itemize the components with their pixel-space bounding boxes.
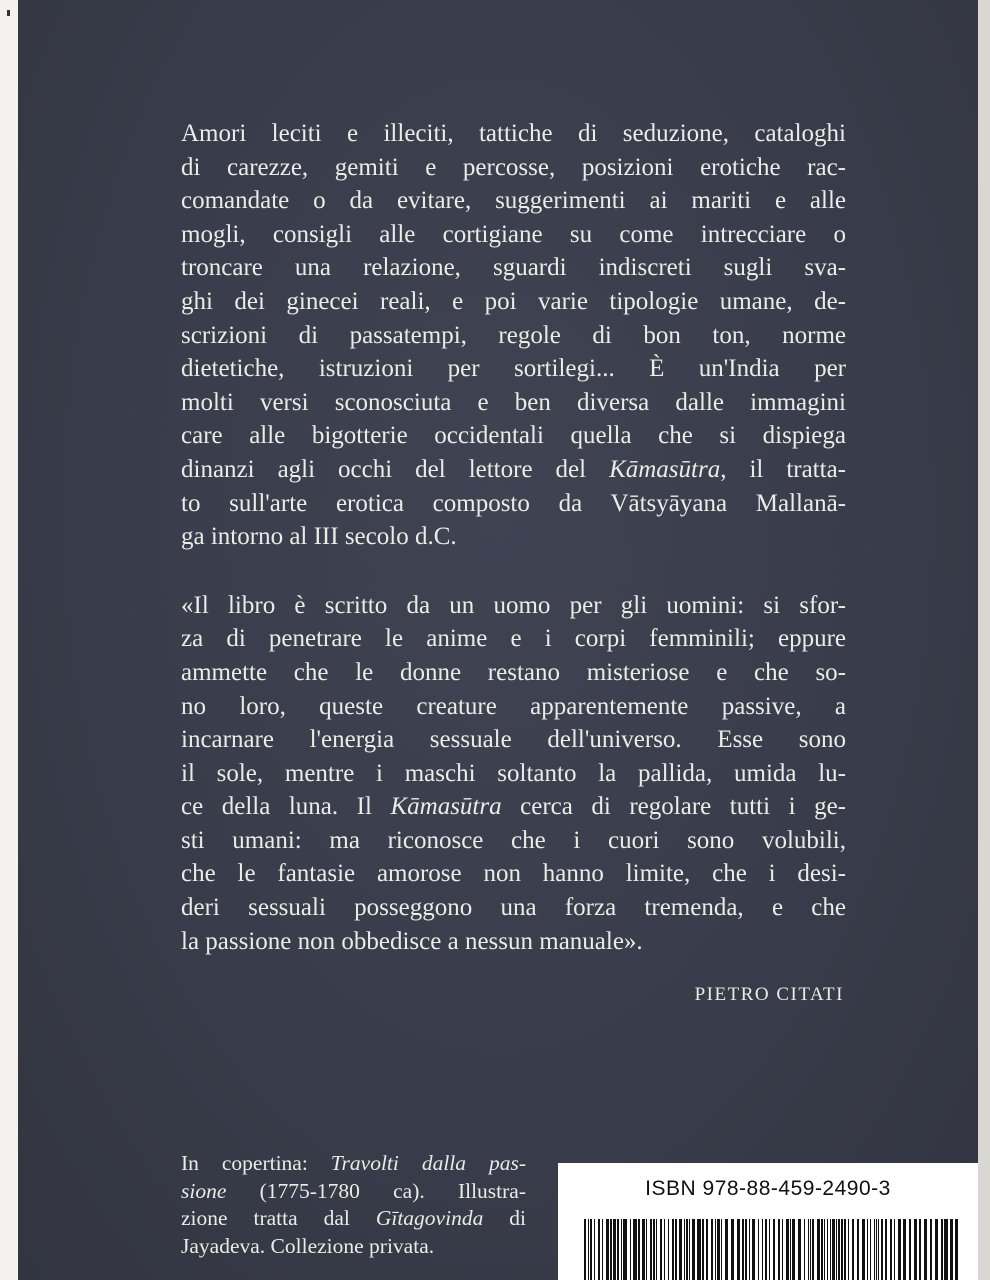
barcode-bar bbox=[621, 1219, 622, 1280]
barcode-bar bbox=[867, 1219, 868, 1280]
barcode-bar bbox=[778, 1219, 780, 1280]
barcode-bar bbox=[686, 1219, 688, 1280]
barcode-bar bbox=[848, 1219, 849, 1280]
quote-author: PIETRO CITATI bbox=[694, 984, 844, 1006]
blurb-line bbox=[181, 453, 846, 487]
barcode-bar bbox=[841, 1219, 843, 1280]
barcode-bar bbox=[653, 1219, 655, 1280]
blurb-line: comandate o da evitare, suggerimenti ai mariti e alle bbox=[181, 187, 846, 215]
barcode-bar bbox=[812, 1219, 814, 1280]
blurb-paragraph-1 bbox=[181, 117, 846, 554]
barcode-bar bbox=[935, 1219, 938, 1280]
barcode-bar bbox=[584, 1219, 586, 1280]
barcode-bar bbox=[717, 1219, 720, 1280]
barcode-bar bbox=[706, 1219, 708, 1280]
caption-line bbox=[181, 1150, 526, 1178]
barcode-bar bbox=[731, 1219, 734, 1280]
barcode-bar bbox=[786, 1219, 789, 1280]
quote-line: il sole, mentre i maschi soltanto la pallida, umida lu- bbox=[181, 759, 846, 787]
barcode-bar bbox=[721, 1219, 722, 1280]
barcode-bar bbox=[610, 1219, 612, 1280]
quote-line bbox=[181, 790, 846, 824]
caption-line bbox=[181, 1205, 526, 1233]
blurb-line: ga intorno al III secolo d.C. bbox=[181, 523, 457, 551]
barcode-bar bbox=[715, 1219, 716, 1280]
barcode-bar bbox=[725, 1219, 728, 1280]
barcode-bar bbox=[944, 1219, 948, 1280]
text-segment: zione tratta dal bbox=[181, 1206, 376, 1230]
barcode-bar bbox=[804, 1219, 805, 1280]
barcode-bar bbox=[874, 1219, 875, 1280]
barcode-bar bbox=[903, 1219, 906, 1280]
barcode-bar bbox=[638, 1219, 640, 1280]
text-segment: In copertina: bbox=[181, 1151, 331, 1175]
blurb-line: care alle bigotterie occidentali quella che si dispiega bbox=[181, 422, 846, 450]
barcode-bar bbox=[758, 1219, 759, 1280]
barcode-bar bbox=[836, 1219, 837, 1280]
barcode-bar bbox=[765, 1219, 767, 1280]
blurb-line: ghi dei ginecei reali, e poi varie tipologie umane, de- bbox=[181, 287, 846, 315]
barcode-bar bbox=[606, 1219, 609, 1280]
blurb-line: Amori leciti e illeciti, tattiche di seduzione, cataloghi bbox=[181, 120, 846, 147]
barcode-bar bbox=[623, 1219, 627, 1280]
text-segment: di bbox=[483, 1206, 526, 1230]
quote-line: incarnare l'energia sessuale dell'universo. Esse sono bbox=[181, 726, 846, 754]
barcode-bar bbox=[830, 1219, 831, 1280]
barcode-bar bbox=[808, 1219, 809, 1280]
barcode-bar bbox=[749, 1219, 750, 1280]
barcode-bar bbox=[924, 1219, 927, 1280]
barcode-bar bbox=[941, 1219, 943, 1280]
barcode-bar bbox=[594, 1219, 595, 1280]
barcode-bar bbox=[737, 1219, 740, 1280]
barcode-bar bbox=[650, 1219, 652, 1280]
barcode bbox=[584, 1219, 959, 1280]
barcode-bar bbox=[876, 1219, 877, 1280]
barcode-bar bbox=[617, 1219, 619, 1280]
isbn-label: ISBN 978-88-459-2490-3 bbox=[645, 1177, 891, 1200]
italic-title: Kāmasūtra bbox=[609, 455, 721, 483]
barcode-bar bbox=[885, 1219, 887, 1280]
barcode-bar bbox=[633, 1219, 637, 1280]
barcode-bar bbox=[646, 1219, 647, 1280]
quote-line: deri sessuali posseggono una forza tremenda, e che bbox=[181, 894, 846, 922]
italic-title: Travolti dalla pas- bbox=[330, 1151, 527, 1175]
barcode-bar bbox=[930, 1219, 932, 1280]
blurb-line: troncare una relazione, sguardi indiscreti sugli sva- bbox=[181, 254, 846, 282]
blurb-line: di carezze, gemiti e percosse, posizioni erotiche rac- bbox=[181, 153, 846, 181]
barcode-bar bbox=[668, 1219, 669, 1280]
barcode-bar bbox=[821, 1219, 823, 1280]
quote-line: ammette che le donne restano misteriose e che so- bbox=[181, 658, 846, 686]
barcode-bar bbox=[588, 1219, 589, 1280]
barcode-bar bbox=[773, 1219, 775, 1280]
italic-title: sione bbox=[181, 1178, 227, 1203]
quote-line: sti umani: ma riconosce che i cuori sono volubili, bbox=[181, 826, 846, 854]
barcode-bar bbox=[656, 1219, 657, 1280]
blurb-line: dietetiche, istruzioni per sortilegi... È un'India per bbox=[181, 355, 846, 383]
barcode-bar bbox=[844, 1219, 846, 1280]
barcode-bar bbox=[697, 1219, 701, 1280]
barcode-bar bbox=[752, 1219, 755, 1280]
back-cover bbox=[18, 0, 978, 1280]
barcode-bar bbox=[692, 1219, 695, 1280]
barcode-bar bbox=[857, 1219, 859, 1280]
barcode-bar bbox=[782, 1219, 783, 1280]
barcode-bar bbox=[817, 1219, 820, 1280]
barcode-bar bbox=[769, 1219, 770, 1280]
text-segment: , il tratta- bbox=[720, 455, 846, 483]
barcode-bar bbox=[675, 1219, 677, 1280]
barcode-bar bbox=[890, 1219, 892, 1280]
barcode-bar bbox=[838, 1219, 840, 1280]
blurb-line: mogli, consigli alle cortigiane su come intrecciare o bbox=[181, 220, 846, 248]
quote-line: che le fantasie amorose non hanno limite, che i desi- bbox=[181, 860, 846, 888]
quote-line: «Il libro è scritto da un uomo per gli uomini: si sfor- bbox=[181, 591, 846, 619]
barcode-panel bbox=[558, 1163, 978, 1280]
scan-mark bbox=[7, 10, 10, 16]
barcode-bar bbox=[832, 1219, 835, 1280]
barcode-bar bbox=[870, 1219, 871, 1280]
italic-title: Gītagovinda bbox=[375, 1206, 484, 1230]
barcode-bar bbox=[881, 1219, 883, 1280]
quote-line: no loro, queste creature apparentemente passive, a bbox=[181, 692, 846, 720]
quote-line: la passione non obbedisce a nessun manuale». bbox=[181, 927, 643, 955]
blurb bbox=[181, 117, 846, 1012]
barcode-bar bbox=[590, 1219, 592, 1280]
barcode-bar bbox=[898, 1219, 901, 1280]
barcode-bar bbox=[664, 1219, 665, 1280]
barcode-bar bbox=[955, 1219, 958, 1280]
barcode-bar bbox=[878, 1219, 879, 1280]
cover-caption bbox=[181, 1150, 526, 1260]
barcode-bar bbox=[810, 1219, 811, 1280]
blurb-line: to sull'arte erotica composto da Vātsyāyana Mallanā- bbox=[181, 489, 846, 517]
barcode-bar bbox=[919, 1219, 921, 1280]
barcode-bar bbox=[894, 1219, 895, 1280]
barcode-bar bbox=[660, 1219, 662, 1280]
barcode-bar bbox=[909, 1219, 911, 1280]
quote-line: za di penetrare le anime e i corpi femminili; eppure bbox=[181, 625, 846, 653]
text-segment: ce della luna. Il bbox=[181, 793, 391, 821]
barcode-bar bbox=[762, 1219, 763, 1280]
barcode-bar bbox=[598, 1219, 600, 1280]
barcode-bar bbox=[914, 1219, 917, 1280]
barcode-bar bbox=[852, 1219, 854, 1280]
barcode-bar bbox=[824, 1219, 825, 1280]
barcode-bar bbox=[711, 1219, 713, 1280]
text-segment: dinanzi agli occhi del lettore del bbox=[181, 455, 610, 483]
barcode-bar bbox=[679, 1219, 682, 1280]
barcode-bar bbox=[602, 1219, 603, 1280]
page-edge bbox=[978, 0, 990, 1280]
barcode-bar bbox=[745, 1219, 747, 1280]
barcode-bar bbox=[742, 1219, 744, 1280]
barcode-bar bbox=[702, 1219, 704, 1280]
barcode-bar bbox=[689, 1219, 690, 1280]
barcode-bar bbox=[950, 1219, 953, 1280]
barcode-bar bbox=[862, 1219, 865, 1280]
barcode-bar bbox=[684, 1219, 685, 1280]
barcode-bar bbox=[642, 1219, 645, 1280]
barcode-bar bbox=[790, 1219, 791, 1280]
barcode-bar bbox=[827, 1219, 828, 1280]
caption-line bbox=[181, 1233, 526, 1261]
barcode-bar bbox=[672, 1219, 674, 1280]
barcode-bar bbox=[792, 1219, 795, 1280]
blurb-line: molti versi sconosciuta e ben diversa dalle immagini bbox=[181, 388, 846, 416]
blurb-line: scrizioni di passatempi, regole di bon ton, norme bbox=[181, 321, 846, 349]
barcode-bar bbox=[798, 1219, 801, 1280]
blurb-paragraph-2-quote bbox=[181, 589, 846, 959]
barcode-bar bbox=[630, 1219, 631, 1280]
italic-title: Kāmasūtra bbox=[390, 793, 502, 821]
text-segment: (1775-1780 ca). Illustra- bbox=[226, 1178, 526, 1203]
text-segment: Jayadeva. Collezione privata. bbox=[181, 1233, 435, 1258]
caption-line bbox=[181, 1178, 526, 1206]
barcode-bar bbox=[613, 1219, 616, 1280]
text-segment: cerca di regolare tutti i ge- bbox=[501, 793, 846, 821]
